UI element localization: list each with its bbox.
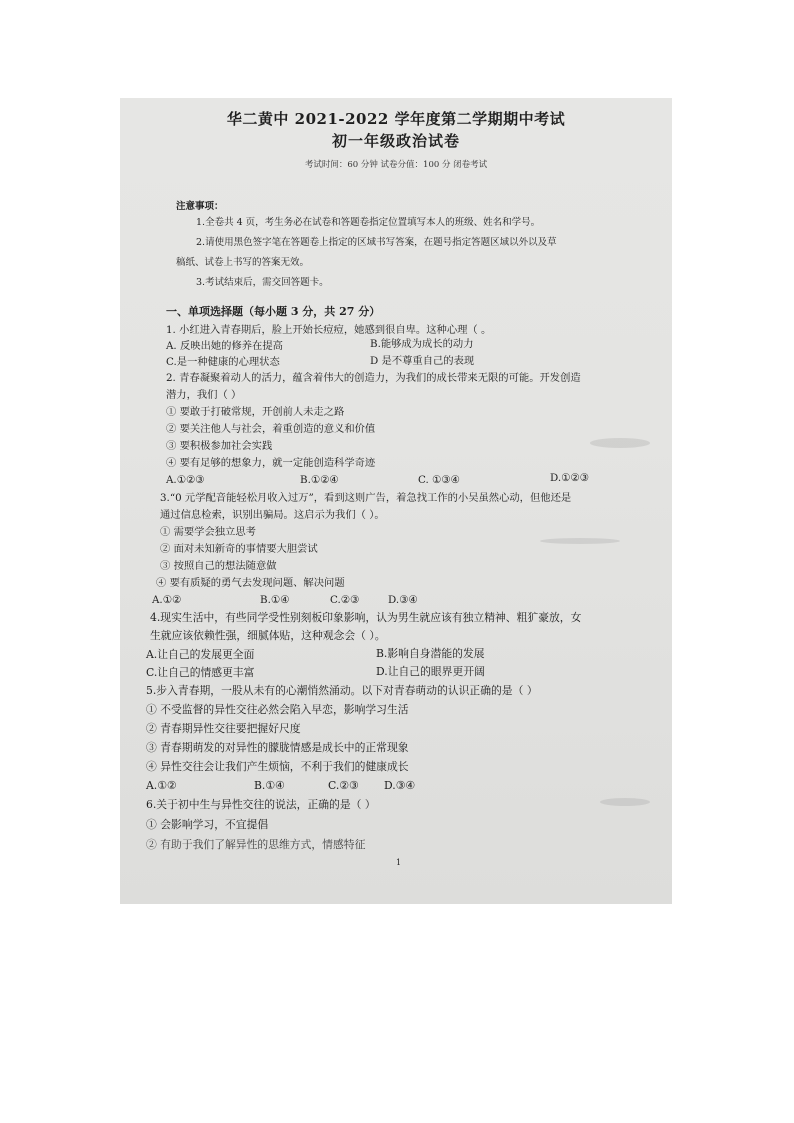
q6-statement-2: ② 有助于我们了解异性的思维方式，情感特征: [146, 838, 366, 851]
q5-option-b: B.①④: [254, 779, 285, 792]
exam-subtitle-grade: 初一年级政治试卷: [331, 132, 460, 150]
q4-option-b: B.影响自身潜能的发展: [376, 647, 485, 660]
q2-statement-2: ② 要关注他人与社会，着重创造的意义和价值: [166, 423, 376, 435]
q2-statement-4: ④ 要有足够的想象力，就一定能创造科学奇迹: [166, 457, 376, 469]
q1-option-d: D 是不尊重自己的表现: [370, 355, 475, 367]
q5-stem: 5.步入青春期，一股从未有的心潮悄然涌动。以下对青春萌动的认识正确的是（ ）: [146, 684, 538, 697]
q5-statement-3: ③ 青春期萌发的对异性的朦胧情感是成长中的正常现象: [146, 741, 409, 754]
q4-stem-cont: 生就应该依赖性强，细腻体贴，这种观念会（ ）。: [150, 629, 386, 642]
q5-option-d: D.③④: [384, 779, 416, 792]
exam-info: 考试时间：60 分钟 试卷分值：100 分 闭卷考试: [304, 160, 488, 170]
notice-heading: 注意事项：: [176, 201, 224, 212]
bleed-through-mark: [600, 798, 650, 806]
q3-statement-3: ③ 按照自己的想法随意做: [160, 560, 277, 572]
q3-statement-4: ④ 要有质疑的勇气去发现问题、解决问题: [156, 577, 345, 589]
q2-statement-1: ① 要敢于打破常规，开创前人未走之路: [166, 406, 345, 418]
q4-option-a: A.让自己的发展更全面: [146, 648, 255, 661]
page-number: 1: [396, 858, 402, 867]
q1-option-b: B.能够成为成长的动力: [370, 338, 474, 350]
q2-option-c: C. ①③④: [418, 474, 460, 486]
q5-statement-2: ② 青春期异性交往要把握好尺度: [146, 722, 301, 735]
q5-statement-1: ① 不受监督的异性交往必然会陷入早恋，影响学习生活: [146, 703, 409, 716]
q3-option-b: B.①④: [260, 594, 290, 606]
q2-option-a: A.①②③: [166, 474, 205, 486]
q3-statement-1: ① 需要学会独立思考: [160, 526, 256, 538]
q3-option-d: D.③④: [388, 594, 418, 606]
q4-stem: 4.现实生活中，有些同学受性别刻板印象影响，认为男生就应该有独立精神、粗犷豪放，女: [150, 611, 582, 624]
q3-stem-cont: 通过信息检索，识别出骗局。这启示为我们（ ）。: [160, 509, 385, 521]
q2-stem: 2. 青春凝聚着动人的活力，蕴含着伟大的创造力，为我们的成长带来无限的可能。开发创造: [166, 372, 581, 384]
bleed-through-mark: [540, 538, 620, 544]
scanned-exam-page: [120, 98, 672, 904]
section-heading: 一、单项选择题（每小题 3 分，共 27 分）: [166, 305, 381, 318]
q1-option-a: A. 反映出她的修养在提高: [166, 340, 283, 352]
q3-stem: 3.“0 元学配音能轻松月收入过万”，看到这则广告，着急找工作的小吴虽然心动，但他还是: [160, 492, 572, 504]
notice-item-3: 3.考试结束后，需交回答题卡。: [196, 277, 329, 288]
exam-title: 华二黄中 2021-2022 学年度第二学期期中考试: [226, 110, 566, 128]
q2-statement-3: ③ 要积极参加社会实践: [166, 440, 273, 452]
q5-option-a: A.①②: [146, 779, 177, 792]
q5-option-c: C.②③: [328, 779, 359, 792]
q6-stem: 6.关于初中生与异性交往的说法，正确的是（ ）: [146, 798, 376, 811]
bleed-through-mark: [590, 438, 650, 448]
q5-statement-4: ④ 异性交往会让我们产生烦恼，不利于我们的健康成长: [146, 760, 409, 773]
q2-option-d: D.①②③: [550, 472, 589, 484]
q3-option-a: A.①②: [152, 594, 182, 606]
q4-option-d: D.让自己的眼界更开阔: [376, 665, 485, 678]
q1-option-c: C.是一种健康的心理状态: [166, 356, 280, 368]
q2-option-b: B.①②④: [300, 474, 339, 486]
notice-item-2: 2.请使用黑色签字笔在答题卷上指定的区域书写答案，在题号指定答题区域以外以及草: [196, 237, 557, 248]
q6-statement-1: ① 会影响学习，不宜提倡: [146, 818, 269, 831]
q2-stem-cont: 潜力，我们（ ）: [166, 389, 242, 401]
q3-statement-2: ② 面对未知新奇的事情要大胆尝试: [160, 543, 318, 555]
q3-option-c: C.②③: [330, 594, 360, 606]
notice-item-1: 1.全卷共 4 页，考生务必在试卷和答题卷指定位置填写本人的班级、姓名和学号。: [196, 217, 541, 228]
q1-stem: 1. 小红进入青春期后，脸上开始长痘痘，她感到很自卑。这种心理（ 。: [166, 324, 492, 336]
q4-option-c: C.让自己的情感更丰富: [146, 666, 255, 679]
notice-item-2-cont: 稿纸、试卷上书写的答案无效。: [176, 257, 310, 268]
